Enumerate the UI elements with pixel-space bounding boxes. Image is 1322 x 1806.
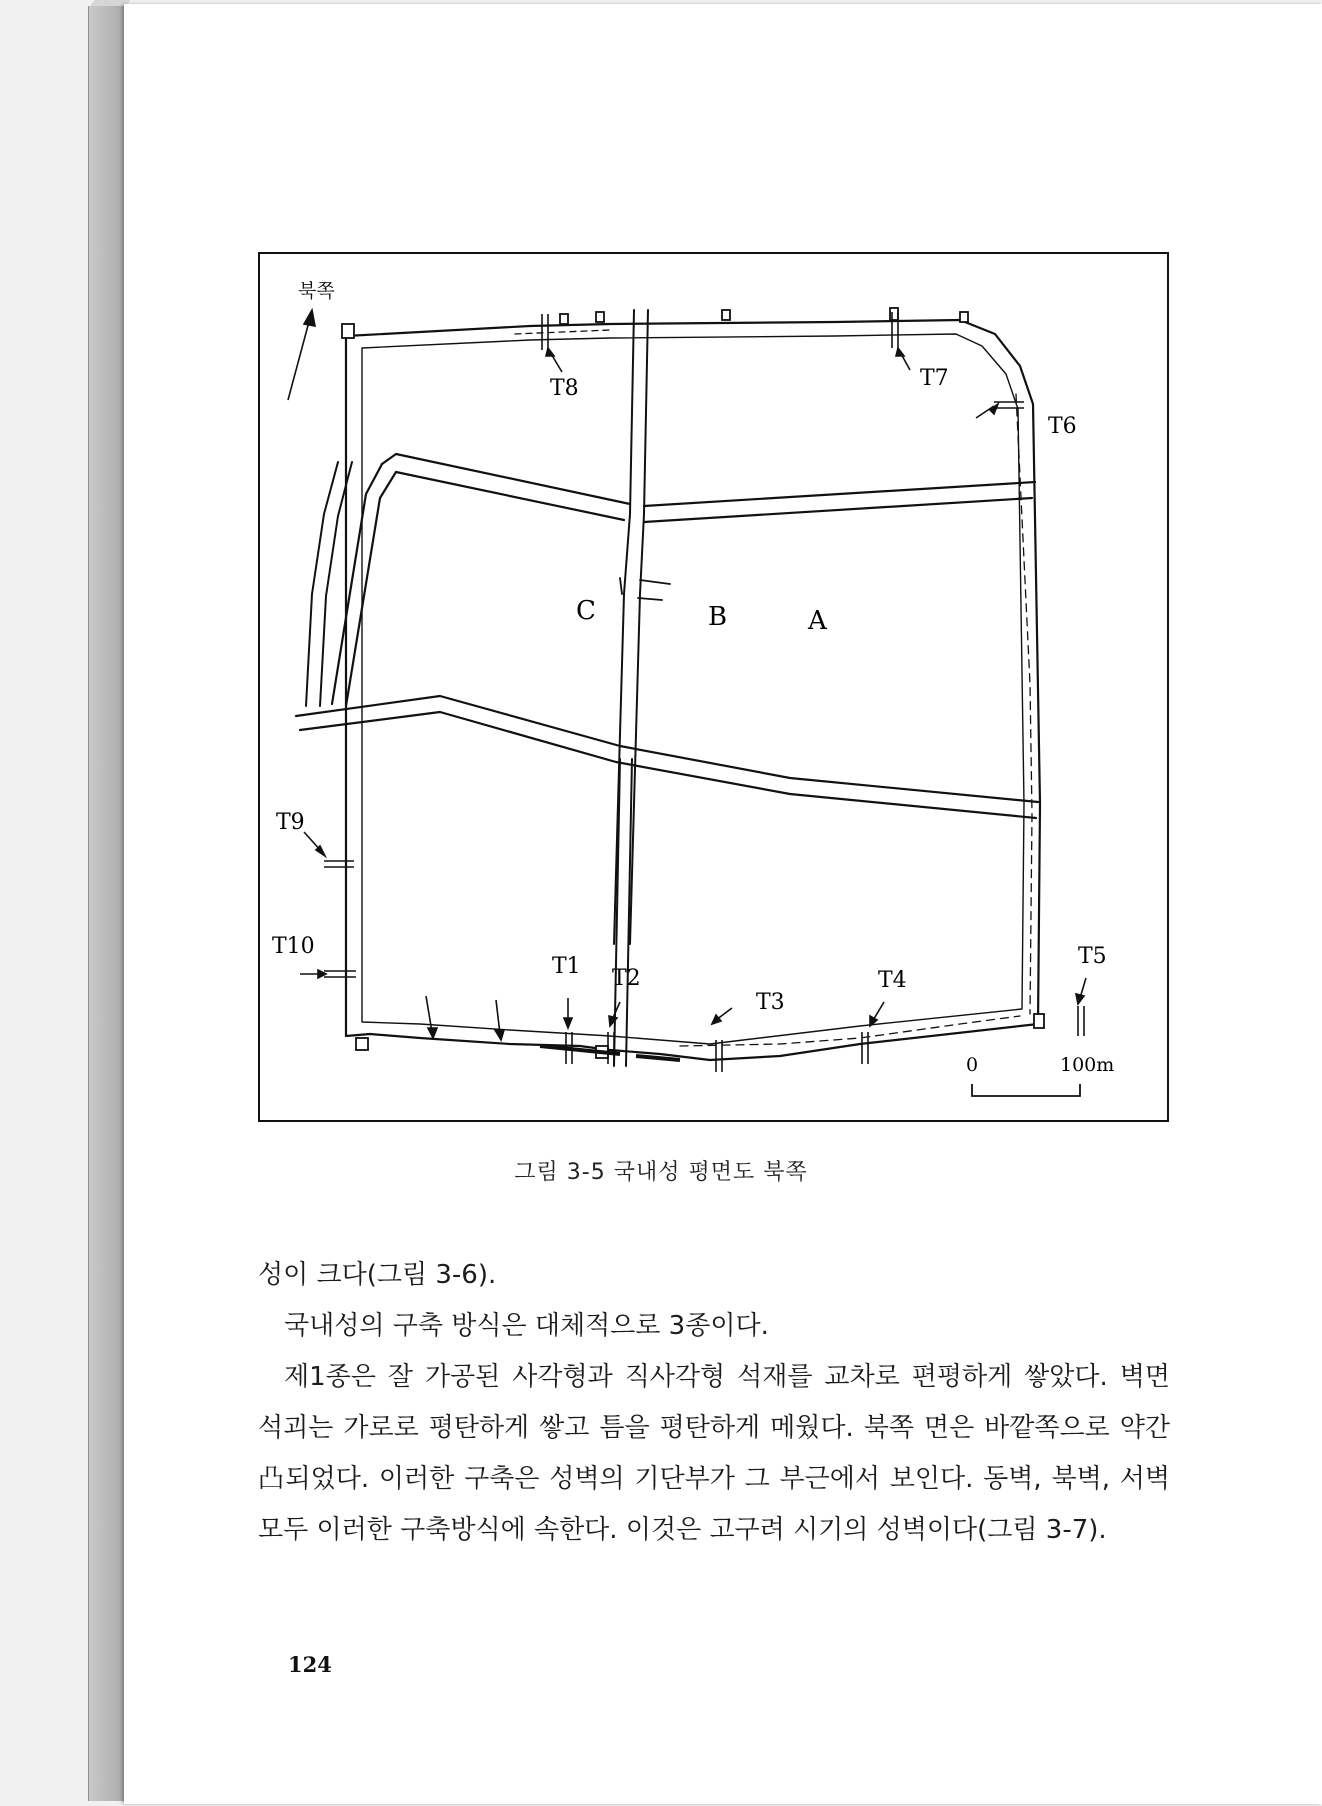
trench-label-t5: T5 — [1078, 944, 1107, 969]
scale-bar — [972, 1084, 1080, 1096]
trench-label-t6: T6 — [1048, 414, 1077, 439]
road-north-upper — [382, 454, 630, 504]
trench-label-t8: T8 — [550, 376, 579, 401]
book-spine — [88, 6, 125, 1801]
road-west-leg-1 — [332, 464, 382, 704]
paragraph-1: 성이 크다(그림 3-6). — [258, 1260, 497, 1290]
trench-label-t10: T10 — [272, 934, 315, 959]
tower-nw — [342, 324, 354, 338]
trench-label-t7: T7 — [920, 366, 949, 391]
trench-label-t3: T3 — [756, 990, 785, 1015]
outer-wall-outer — [346, 320, 1040, 1060]
paragraph-2: 국내성의 구축 방식은 대체적으로 3종이다. — [284, 1311, 769, 1341]
dashed-wall-north — [515, 330, 610, 334]
road-south-upper — [296, 696, 1038, 802]
road-gap-b — [620, 578, 670, 600]
outer-wall-inner — [362, 334, 1024, 1044]
page-number: 124 — [288, 1652, 332, 1677]
site-plan-figure — [258, 252, 1169, 1122]
trench-label-t1: T1 — [552, 954, 581, 979]
body-text — [258, 1250, 1170, 1556]
road-south-lower — [300, 712, 1036, 818]
figure-caption: 그림 3-5 국내성 평면도 북쪽 — [514, 1160, 808, 1185]
trench-label-t4: T4 — [878, 968, 907, 993]
west-wall-fragment-2 — [320, 462, 352, 706]
dashed-wall-east — [1016, 394, 1032, 1014]
zone-label-c: C — [576, 596, 596, 626]
site-plan-map — [260, 254, 1167, 1120]
zone-label-a: A — [808, 606, 827, 636]
trench-label-t9: T9 — [276, 810, 305, 835]
paragraph-3: 제1종은 잘 가공된 사각형과 직사각형 석재를 교차로 편평하게 쌓았다. 벽면 석괴는 가로로 평탄하게 쌓고 틈을 평탄하게 메웠다. 북쪽 면은 바깥쪽으로 약간 凸되었다. 이러한 구축은 성벽의 기단부가 그 부근에서 보인다. 동벽, 북벽, 서벽 모두 이러한 구축방식에 속한다. 이것은 고구려 시기의 성벽이다(그림 3-7). — [258, 1362, 1170, 1545]
road-west-leg-2 — [346, 472, 396, 706]
trench-label-t2: T2 — [612, 966, 641, 991]
zone-label-b: B — [708, 602, 728, 632]
north-arrow-label: 북쪽 — [298, 280, 335, 302]
scale-length-label: 100m — [1060, 1054, 1115, 1076]
scale-zero-label: 0 — [966, 1054, 979, 1076]
